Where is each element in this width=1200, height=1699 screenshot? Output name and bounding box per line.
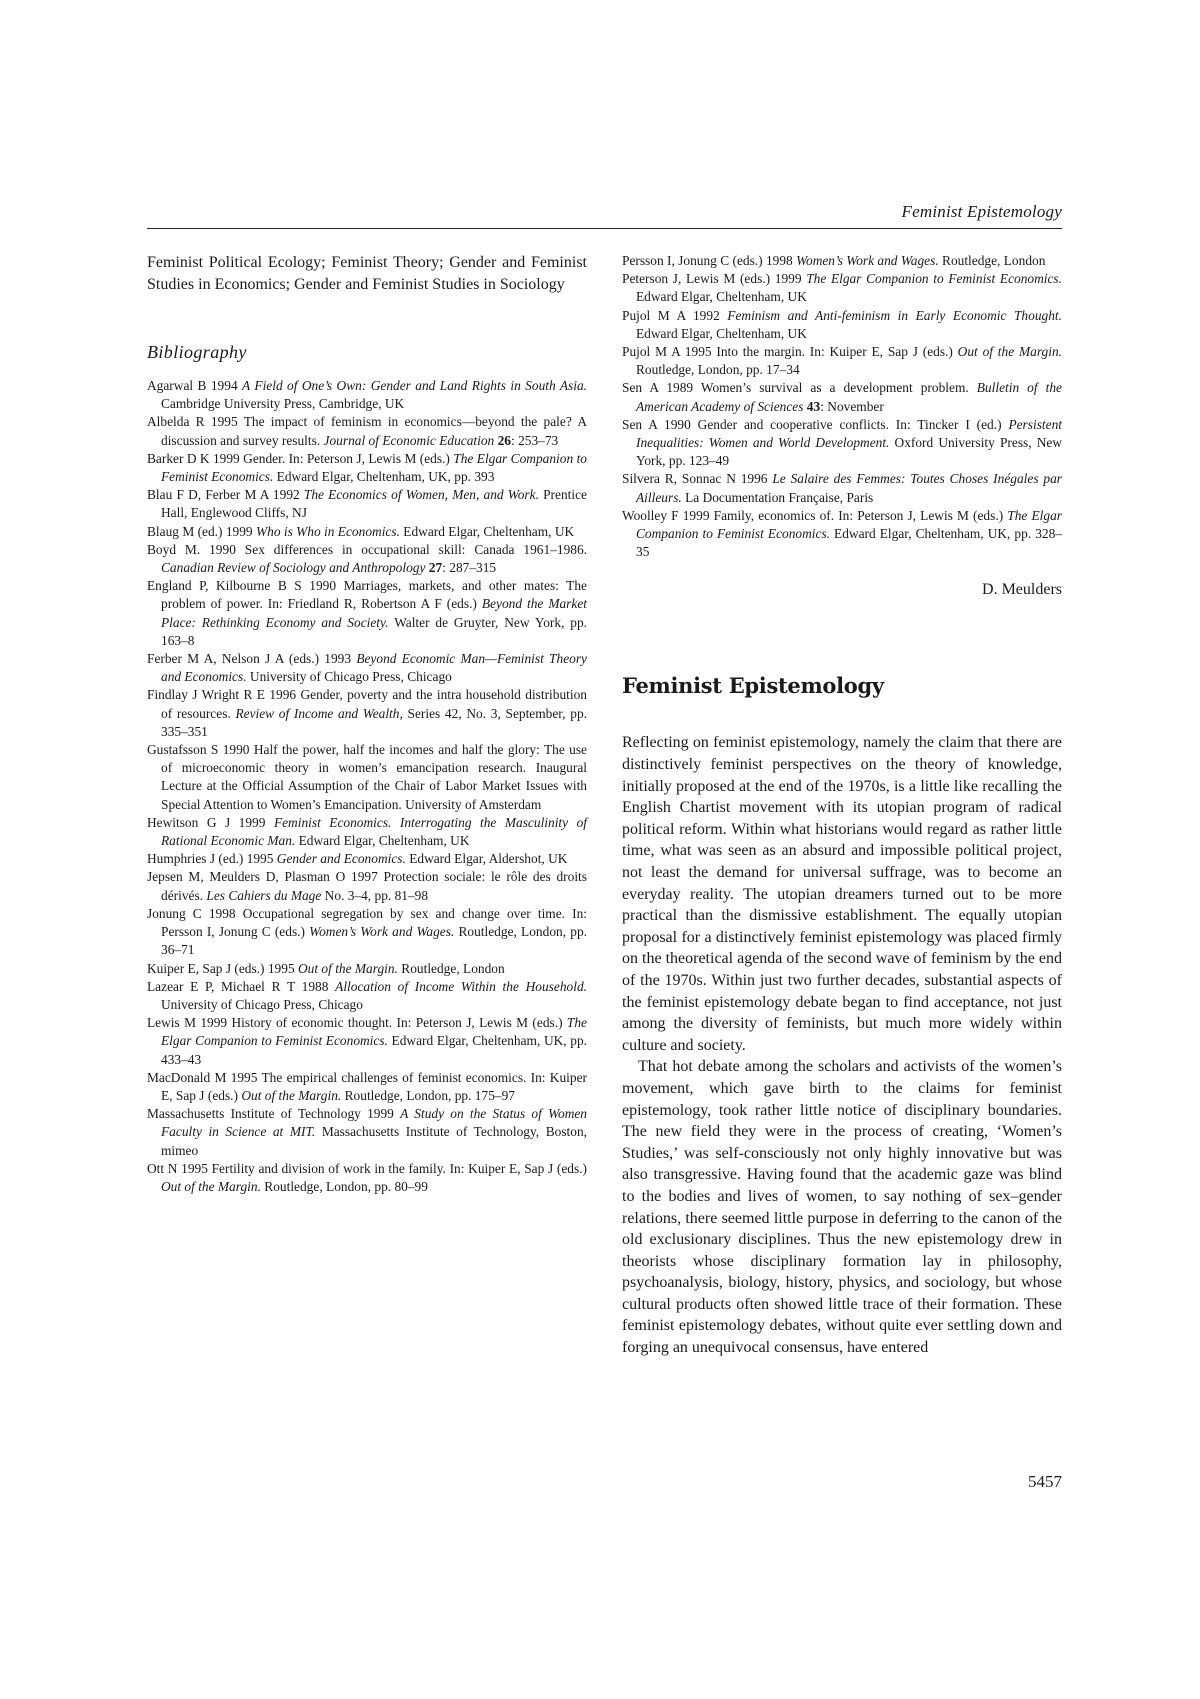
bibliography-entry-post: Routledge, London, pp. 17–34	[636, 362, 800, 378]
bibliography-entry-pre: Jonung C 1998 Occupational segregation by sex and change over time. In: Persson I, Jonung C (eds.)	[147, 905, 587, 940]
bibliography-entry-post: Walter de Gruyter, New York, pp. 163–8	[161, 614, 587, 648]
bibliography-entry-pre: Sen A 1989 Women’s survival as a development problem.	[622, 380, 977, 396]
bibliography-entry-title: A Study on the Status of Women Faculty in Science at MIT.	[161, 1106, 587, 1140]
bibliography-entry-title: The Elgar Companion to Feminist Economics.	[161, 450, 587, 485]
bibliography-entry-title: Out of the Margin.	[241, 1087, 342, 1103]
bibliography-entry-title: The Elgar Companion to Feminist Economics.	[161, 1015, 587, 1049]
bibliography-entry-pre: Persson I, Jonung C (eds.) 1998	[622, 253, 797, 268]
bibliography-entry	[147, 905, 587, 960]
bibliography-entry	[147, 960, 587, 978]
bibliography-entry	[622, 307, 1062, 343]
bibliography-entry-title: Feminist Economics. Interrogating the Masculinity of Rational Economic Man.	[161, 814, 587, 849]
bibliography-entry-pre: Blau F D, Ferber M A 1992	[147, 487, 304, 503]
bibliography-entry	[147, 377, 587, 413]
bibliography-entry	[147, 1160, 587, 1196]
bibliography-entry-pre: Lewis M 1999 History of economic thought. In: Peterson J, Lewis M (eds.)	[147, 1015, 567, 1031]
bibliography-entry-post: Edward Elgar, Cheltenham, UK	[295, 833, 470, 849]
bibliography-entry-pre: England P, Kilbourne B S 1990 Marriages, markets, and other mates: The problem of power. In: Friedland R, Robertson A F (eds.)	[147, 578, 587, 612]
bibliography-entry-title: Women’s Work and Wages.	[796, 253, 939, 268]
bibliography-entry-pre: Lazear E P, Michael R T 1988	[147, 978, 336, 994]
bibliography-entry-vol: 26	[494, 432, 511, 448]
running-head: Feminist Epistemology	[901, 202, 1062, 221]
bibliography-entry-title: Les Cahiers du Mage	[206, 887, 322, 903]
bibliography-entry	[147, 413, 587, 449]
bibliography-entry-vol: 27	[425, 560, 443, 576]
bibliography-entry-pre: Ferber M A, Nelson J A (eds.) 1993	[147, 651, 357, 667]
article-title: Feminist Epistemology	[622, 673, 884, 699]
bibliography-entry-pre: Silvera R, Sonnac N 1996	[622, 471, 773, 487]
bibliography-entry	[622, 252, 1062, 270]
bibliography-entry-title: Beyond the Market Place: Rethinking Economy and Society.	[161, 596, 588, 630]
bibliography-entry	[622, 416, 1062, 471]
bibliography-entry-post: Edward Elgar, Cheltenham, UK, pp. 328–35	[636, 526, 1062, 560]
bibliography-entry-title: Women’s Work and Wages.	[309, 924, 455, 940]
bibliography-entry-pre: Pujol M A 1992	[622, 307, 728, 323]
bibliography-entry-title: Persistent Inequalities: Women and World Development.	[636, 416, 1062, 451]
bibliography-entry-post: : 287–315	[442, 560, 497, 576]
bibliography-entry	[147, 741, 587, 814]
bibliography-heading: Bibliography	[147, 342, 247, 362]
bibliography-entry-pre: Jepsen M, Meulders D, Plasman O 1997 Protection sociale: le rôle des droits dérivés.	[147, 869, 587, 903]
author-signature: D. Meulders	[982, 581, 1062, 599]
bibliography-entry-title: Who is Who in Economics.	[255, 523, 400, 539]
bibliography-entry-post: No. 3–4, pp. 81–98	[321, 887, 429, 903]
bibliography-entry-title: Journal of Economic Education	[323, 432, 495, 448]
body-paragraph-1: Reflecting on feminist epistemology, namely the claim that there are distinctively feminist perspectives on the theory of knowledge, initially proposed at the end of the 1970s, is a little like recalling the English Chartist movement with its utopian program of radical political reform. Within what historians would regard as rather little time, what was seen as an absurd and impossible political project, not least the demand for universal suffrage, was to become an everyday reality. The utopian dreamers turned out to be more practical than the dismissive establishment. The equally utopian proposal for a distinctively feminist epistemology was placed firmly on the theoretical agenda of the second wave of feminism by the end of the 1970s. Within just two further decades, substantial aspects of the feminist epistemology debate began to find acceptance, not just among the diversity of feminists, but much more widely within culture and society.	[622, 734, 1062, 1054]
bibliography-entry	[622, 470, 1062, 506]
header-rule	[147, 228, 1062, 229]
bibliography-entry	[147, 686, 587, 741]
bibliography-entry-title: Out of the Margin.	[298, 960, 398, 976]
bibliography-entry	[147, 850, 587, 868]
bibliography-entry-post: Routledge, London	[938, 253, 1046, 268]
bibliography-entry-title: Feminism and Anti-feminism in Early Economic Thought.	[727, 307, 1062, 323]
bibliography-entry-title: Review of Income and Wealth,	[235, 705, 403, 721]
bibliography-entry-title: The Economics of Women, Men, and Work.	[303, 487, 539, 503]
bibliography-entry-title: Le Salaire des Femmes: Toutes Choses Inégales par Ailleurs.	[636, 471, 1062, 505]
bibliography-entry-post: Massachusetts Institute of Technology, Boston, mimeo	[161, 1124, 587, 1158]
bibliography-entry	[147, 868, 587, 904]
bibliography-entry-title: A Field of One’s Own: Gender and Land Rights in South Asia.	[242, 378, 587, 393]
bibliography-entry	[147, 577, 587, 650]
bibliography-entry-title: Out of the Margin.	[161, 1178, 261, 1194]
bibliography-entry	[147, 1105, 587, 1160]
bibliography-entry-pre: Albelda R 1995 The impact of feminism in economics—beyond the pale? A discussion and survey results.	[147, 414, 587, 448]
bibliography-entry-post: Edward Elgar, Aldershot, UK	[405, 851, 568, 867]
bibliography-entry	[147, 978, 587, 1014]
bibliography-entry-pre: Gustafsson S 1990 Half the power, half the incomes and half the glory: The use of microeconomic theory in women’s emancipation research. Inaugural Lecture at the Official Assumption of the Chair of Labor Market Issues with Special Attention to Women’s Emancipation. University of Amsterdam	[147, 742, 587, 812]
bibliography-entry-pre: Blaug M (ed.) 1999	[147, 523, 256, 539]
body-paragraph-2: That hot debate among the scholars and activists of the women’s movement, which gave birth to the claims for feminist epistemology, took rather little notice of disciplinary boundaries. The new field they were in the process of creating, ‘Women’s Studies,’ was self-consciously not only highly innovative but was also transgressive. Having found that the academic gaze was blind to the bodies and lives of women, to say nothing of sex–gender relations, there seemed little purpose in deferring to the canon of the old exclusionary disciplines. Thus the new epistemology drew in theorists whose disciplinary formation lay in philosophy, psychoanalysis, biology, history, physics, and sociology, but whose cultural products often showed little trace of their formation. These feminist epistemology debates, without quite ever settling down and forging an unequivocal consensus, have entered	[622, 1058, 1062, 1357]
bibliography-entry-pre: Ott N 1995 Fertility and division of work in the family. In: Kuiper E, Sap J (eds.)	[147, 1160, 587, 1176]
bibliography-entry-post: Routledge, London, pp. 36–71	[161, 924, 587, 958]
bibliography-entry-post: La Documentation Française, Paris	[681, 489, 874, 505]
bibliography-entry-vol: 43	[803, 398, 821, 414]
bibliography-entry	[147, 523, 587, 541]
bibliography-entry-post: University of Chicago Press, Chicago	[161, 996, 363, 1012]
bibliography-entry	[147, 1014, 587, 1069]
bibliography-entry-pre: Findlay J Wright R E 1996 Gender, poverty and the intra household distribution of resources.	[147, 687, 587, 721]
bibliography-entry-post: Edward Elgar, Cheltenham, UK	[636, 289, 807, 305]
bibliography-entry-post: : November	[820, 398, 884, 414]
bibliography-entry-pre: Peterson J, Lewis M (eds.) 1999	[622, 271, 807, 287]
right-column	[622, 252, 1062, 1359]
bibliography-entry-title: The Elgar Companion to Feminist Economics.	[806, 271, 1062, 287]
bibliography-entry	[147, 486, 587, 522]
bibliography-entry-title: Canadian Review of Sociology and Anthropology	[161, 560, 426, 576]
bibliography-entry-pre: MacDonald M 1995 The empirical challenges of feminist economics. In: Kuiper E, Sap J (eds.)	[147, 1069, 587, 1103]
bibliography-entry-title: Bulletin of the American Academy of Sciences	[636, 380, 1062, 414]
bibliography-entry-title: Gender and Economics.	[276, 851, 406, 867]
bibliography-entry-pre: Pujol M A 1995 Into the margin. In: Kuiper E, Sap J (eds.)	[622, 344, 958, 360]
bibliography-entry	[622, 379, 1062, 415]
page-number: 5457	[1028, 1472, 1062, 1491]
bibliography-entry	[147, 1069, 587, 1105]
left-column	[147, 252, 587, 1196]
bibliography-list-left	[147, 377, 587, 1196]
bibliography-entry-title: Allocation of Income Within the Household.	[335, 978, 587, 994]
bibliography-list-right	[622, 252, 1062, 561]
bibliography-entry	[147, 650, 587, 686]
bibliography-entry	[147, 814, 587, 850]
bibliography-entry	[622, 270, 1062, 306]
bibliography-entry-post: University of Chicago Press, Chicago	[246, 669, 452, 685]
bibliography-entry	[147, 450, 587, 486]
bibliography-entry-post: : 253–73	[511, 432, 559, 448]
bibliography-entry-post: Edward Elgar, Cheltenham, UK	[399, 523, 575, 539]
bibliography-entry-post: Prentice Hall, Englewood Cliffs, NJ	[161, 487, 587, 521]
bibliography-entry-post: Edward Elgar, Cheltenham, UK, pp. 433–43	[161, 1033, 587, 1067]
bibliography-entry-post: Routledge, London, pp. 80–99	[260, 1178, 428, 1194]
bibliography-entry-post: Edward Elgar, Cheltenham, UK, pp. 393	[273, 469, 495, 485]
bibliography-entry-post: Series 42, No. 3, September, pp. 335–351	[161, 705, 587, 739]
bibliography-entry-pre: Massachusetts Institute of Technology 1999	[147, 1106, 401, 1122]
bibliography-entry-pre: Kuiper E, Sap J (eds.) 1995	[147, 960, 298, 976]
bibliography-entry-pre: Hewitson G J 1999	[147, 814, 274, 830]
bibliography-entry-pre: Sen A 1990 Gender and cooperative conflicts. In: Tincker I (ed.)	[622, 416, 1009, 432]
see-also-list: Feminist Political Ecology; Feminist Theory; Gender and Feminist Studies in Economics; Gender and Feminist Studies in Sociology	[147, 254, 587, 293]
bibliography-entry	[147, 541, 587, 577]
bibliography-entry-pre: Agarwal B 1994	[147, 378, 243, 393]
bibliography-entry-post: Edward Elgar, Cheltenham, UK	[636, 325, 807, 341]
bibliography-entry-pre: Woolley F 1999 Family, economics of. In: Peterson J, Lewis M (eds.)	[622, 507, 1008, 523]
bibliography-entry-pre: Boyd M. 1990 Sex differences in occupational skill: Canada 1961–1986.	[147, 541, 587, 557]
bibliography-entry-post: Routledge, London, pp. 175–97	[341, 1087, 515, 1103]
bibliography-entry-pre: Humphries J (ed.) 1995	[147, 851, 277, 867]
bibliography-entry-pre: Barker D K 1999 Gender. In: Peterson J, Lewis M (eds.)	[147, 450, 454, 466]
bibliography-entry	[622, 343, 1062, 379]
bibliography-entry-post: Routledge, London	[397, 960, 505, 976]
bibliography-entry-post: Cambridge University Press, Cambridge, UK	[161, 396, 405, 412]
bibliography-entry-title: Out of the Margin.	[957, 344, 1062, 360]
bibliography-entry	[622, 507, 1062, 562]
bibliography-entry-post: Oxford University Press, New York, pp. 123–49	[636, 435, 1062, 469]
bibliography-entry-title: The Elgar Companion to Feminist Economics.	[636, 507, 1062, 542]
bibliography-entry-title: Beyond Economic Man—Feminist Theory and Economics.	[161, 651, 587, 685]
